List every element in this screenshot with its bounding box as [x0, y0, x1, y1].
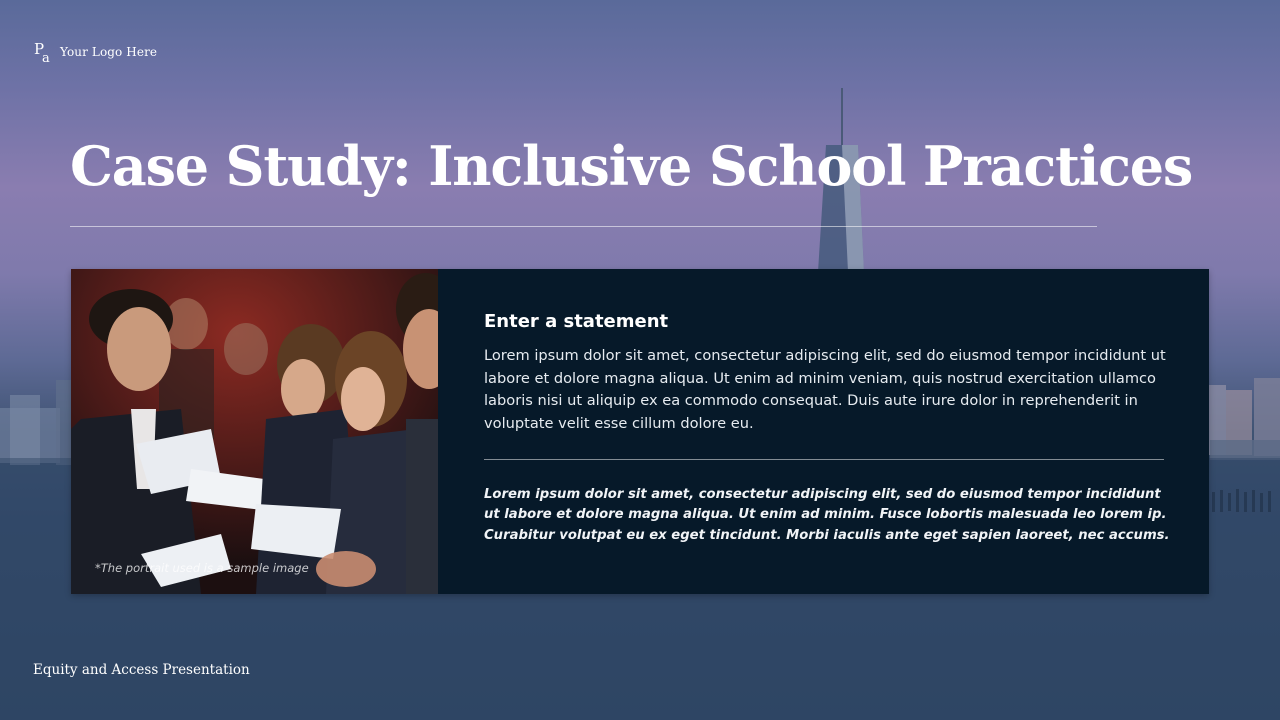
slide-title: Case Study: Inclusive School Practices	[70, 134, 1193, 198]
svg-text:a: a	[42, 51, 50, 64]
logo-text: Your Logo Here	[60, 45, 158, 59]
statement-panel	[438, 269, 1209, 594]
statement-heading: Enter a statement	[484, 311, 669, 332]
presentation-footer: Equity and Access Presentation	[33, 662, 250, 678]
photo-caption: *The portrait used is a sample image	[95, 561, 309, 575]
logo[interactable]	[34, 40, 157, 64]
students-photo-illustration	[71, 269, 438, 594]
statement-italic-text: Lorem ipsum dolor sit amet, consectetur adipiscing elit, sed do eiusmod tempor incididunt ut labore et dolore magna aliqua. Ut enim ad minim. Fusce lobortis malesuada leo lorem ip. Curabitur volutpat eu ex eget tincidunt. Morbi iaculis ante eget sapien laoreet, nec accums.	[484, 487, 1170, 543]
logo-mark-icon	[34, 40, 54, 64]
svg-text:P: P	[34, 40, 45, 58]
title-divider	[70, 226, 1097, 227]
case-study-card	[71, 269, 1209, 594]
statement-body: Lorem ipsum dolor sit amet, consectetur adipiscing elit, sed do eiusmod tempor incididunt ut labore et dolore magna aliqua. Ut enim ad minim veniam, quis nostrud exercitation ullamco laboris nisi ut aliquip ex ea commodo consequat. Duis aute irure dolor in reprehenderit in voluptate velit esse cillum dolore eu.	[484, 347, 1166, 432]
students-photo	[71, 269, 438, 594]
panel-divider	[484, 459, 1164, 460]
